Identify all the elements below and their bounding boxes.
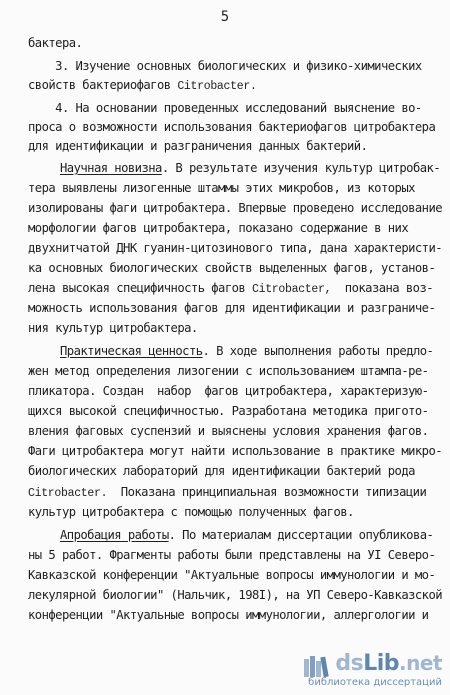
text-line	[28, 463, 415, 479]
text-line	[28, 484, 426, 502]
logo-ds: ds	[335, 651, 364, 676]
line-text: показана воз-	[331, 281, 434, 295]
books-icon	[302, 653, 336, 679]
line-text: свойств бактериофагов	[28, 78, 178, 92]
text-line	[28, 200, 442, 216]
text-line	[28, 300, 435, 316]
page-number: 5	[220, 9, 230, 25]
text-line	[28, 547, 435, 563]
line-text: . По материалам диссертации опубликова-	[168, 528, 434, 542]
line-text: 3. Изучение основных биологических и физико-химических	[28, 59, 422, 73]
text-line	[28, 119, 435, 135]
section-heading: Апробация работы	[60, 528, 169, 542]
section-heading: Практическая ценность	[60, 344, 203, 358]
text-line	[60, 527, 433, 543]
line-text: бактера.	[28, 36, 83, 50]
line-text: проса о возможности использования бактериофагов цитробактера	[28, 120, 436, 134]
line-text: жен метод определения лизогении с использованием штампа-ре-	[28, 364, 429, 378]
line-text: тера выявлены лизогенные штаммы этих микробов, из которых	[28, 181, 415, 195]
text-line	[28, 58, 422, 74]
text-line	[28, 280, 433, 298]
logo-net: .net	[399, 651, 442, 675]
section-heading: Научная новизна	[60, 161, 162, 175]
text-line	[28, 403, 428, 419]
latin-term: Citrobacter.	[177, 80, 257, 93]
text-line	[28, 504, 354, 520]
line-text: двухнитчатой ДНК гуанин-цитозинового типа, дана характеристи-	[28, 241, 443, 255]
line-text: щихся высокой специфичностью. Разработана методика пригото-	[28, 404, 429, 418]
latin-term: Citrobacter.	[28, 487, 108, 500]
line-text: можность использования фагов для идентификации и разграниче-	[28, 301, 436, 315]
line-text: ния культур цитробактера.	[28, 321, 198, 335]
text-line	[28, 138, 367, 154]
line-text: . В ходе выполнения работы предло-	[202, 344, 434, 358]
text-line	[28, 240, 442, 256]
dslib-logo	[335, 651, 442, 676]
line-text: лена высокая специфичность фагов	[28, 281, 252, 295]
text-line	[28, 587, 442, 603]
text-line	[28, 220, 408, 236]
line-text: биологических лабораторий для идентификации бактерий рода	[28, 464, 415, 478]
text-line	[28, 423, 428, 439]
text-line	[28, 100, 422, 116]
text-line	[60, 160, 440, 176]
text-line	[28, 607, 428, 623]
text-line	[28, 35, 82, 51]
text-line	[28, 260, 435, 276]
line-text: Кавказской конференции "Актуальные вопросы иммунологии и мо-	[28, 568, 436, 582]
text-line	[28, 363, 428, 379]
text-line	[28, 180, 415, 196]
line-text: конференции "Актуальные вопросы иммунологии, аллергологии и	[28, 608, 429, 622]
logo-lib: Lib	[363, 651, 400, 676]
line-text: ка основных биологических свойств выделенных фагов, установ-	[28, 261, 436, 275]
text-line	[28, 320, 198, 336]
line-text: культур цитробактера с помощью полученных фагов.	[28, 505, 354, 519]
latin-term: Citrobacter,	[252, 283, 332, 296]
line-text: для идентификации и разграничения данных бактерий.	[28, 139, 368, 153]
line-text: пликатора. Создан набор фагов цитробактера, характеризую-	[28, 384, 429, 398]
line-text: Фаги цитробактера могут найти использование в практике микро-	[28, 444, 443, 458]
text-line	[28, 567, 435, 583]
line-text: Показана принципиальная возможности типизации	[107, 485, 427, 499]
text-line	[28, 77, 257, 95]
line-text: вления фаговых суспензий и выяснены условия хранения фагов.	[28, 424, 429, 438]
dslib-subtitle: библиотека диссертаций	[308, 677, 442, 688]
text-line	[28, 443, 442, 459]
line-text: 4. На основании проведенных исследований выяснение во-	[28, 101, 422, 115]
dslib-watermark[interactable]	[304, 651, 444, 691]
line-text: . В результате изучения культур цитробак-	[161, 161, 441, 175]
text-line	[60, 343, 433, 359]
line-text: ны 5 работ. Фрагменты работы были представлены на УI Северо-	[28, 548, 436, 562]
line-text: изолированы фаги цитробактера. Впервые проведено исследование	[28, 201, 443, 215]
text-line	[28, 383, 428, 399]
line-text: морфологии фагов цитробактера, показано содержание в них	[28, 221, 409, 235]
line-text: лекулярной биологии" (Нальчик, 198I), на УП Северо-Кавказской	[28, 588, 443, 602]
